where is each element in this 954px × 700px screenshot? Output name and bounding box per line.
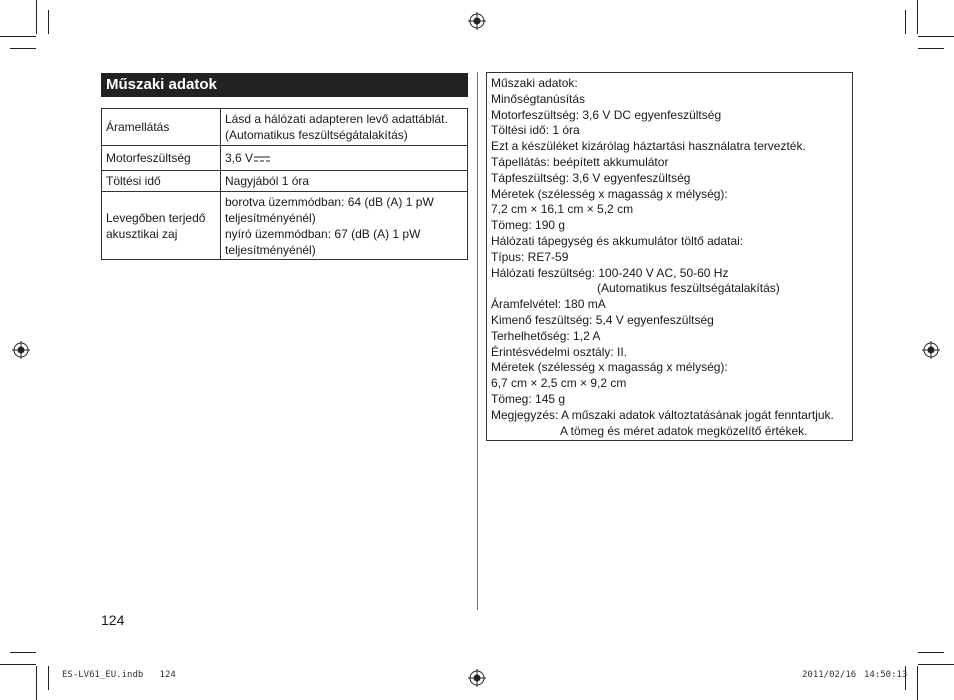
table-row	[102, 171, 468, 192]
table-cell-value	[221, 192, 468, 260]
info-line: Kimenő feszültség: 5,4 V egyenfeszültség	[491, 312, 714, 327]
info-line: Érintésvédelmi osztály: II.	[491, 344, 628, 359]
info-line: Minőségtanúsítás	[491, 91, 586, 106]
crop-mark	[917, 666, 918, 700]
info-line: Méretek (szélesség x magasság x mélység):	[491, 360, 728, 375]
column-divider	[477, 72, 478, 610]
dc-symbol-icon	[254, 155, 270, 163]
table-row	[102, 109, 468, 146]
crop-mark	[918, 48, 944, 49]
table-cell-label: Töltési idő	[102, 171, 221, 192]
info-line: Ezt a készüléket kizárólag háztartási használatra tervezték.	[491, 139, 806, 154]
crop-mark	[0, 664, 36, 665]
registration-mark-icon	[922, 341, 940, 359]
info-line: Hálózati tápegység és akkumulátor töltő adatai:	[491, 233, 744, 248]
crop-mark	[0, 36, 36, 37]
info-line: Megjegyzés: A műszaki adatok változtatásának jogát fenntartjuk.	[491, 407, 834, 422]
crop-mark	[918, 36, 954, 37]
info-line: Tápellátás: beépített akkumulátor	[491, 154, 669, 169]
registration-mark-icon	[12, 341, 30, 359]
info-line: Műszaki adatok:	[491, 76, 578, 90]
info-line: Tápfeszültség: 3,6 V egyenfeszültség	[491, 170, 691, 185]
table-cell-label: Áramellátás	[102, 109, 221, 146]
table-cell-value: Nagyjából 1 óra	[221, 171, 468, 192]
info-line: 7,2 cm × 16,1 cm × 5,2 cm	[491, 202, 634, 217]
info-line: Terhelhetőség: 1,2 A	[491, 328, 601, 343]
value-line: 3,6 V	[225, 151, 254, 165]
crop-mark	[905, 10, 906, 34]
info-box	[486, 72, 853, 441]
table-cell-value	[221, 109, 468, 146]
crop-mark	[36, 666, 37, 700]
crop-mark	[36, 0, 37, 34]
table-cell-label: Motorfeszültség	[102, 146, 221, 171]
table-cell-label	[102, 192, 221, 260]
crop-mark	[918, 664, 954, 665]
crop-mark	[48, 10, 49, 34]
crop-mark	[918, 652, 944, 653]
info-line: (Automatikus feszültségátalakítás)	[597, 281, 780, 296]
section-title: Műszaki adatok	[101, 73, 468, 97]
crop-mark	[917, 0, 918, 34]
footer-filename: ES-LV61_EU.indb 124	[62, 670, 176, 680]
info-line: Hálózati feszültség: 100-240 V AC, 50-60 Hz	[491, 265, 729, 280]
value-line: (Automatikus feszültségátalakítás)	[225, 128, 408, 142]
table-cell-value	[221, 146, 468, 171]
info-line: Tömeg: 190 g	[491, 218, 566, 233]
crop-mark	[48, 666, 49, 690]
registration-mark-icon	[468, 669, 486, 687]
crop-mark	[10, 48, 36, 49]
page-number: 124	[101, 612, 125, 628]
info-line: A tömeg és méret adatok megközelítő értékek.	[560, 423, 808, 438]
value-line: Lásd a hálózati adapteren levő adattáblát.	[225, 112, 448, 126]
footer-time: 14:50:13	[864, 670, 908, 680]
info-line: Töltési idő: 1 óra	[491, 123, 580, 138]
label-line: akusztikai zaj	[106, 226, 178, 241]
spec-table	[101, 108, 468, 260]
info-line: Típus: RE7-59	[491, 249, 569, 264]
info-line: Méretek (szélesség x magasság x mélység):	[491, 186, 728, 201]
info-line: Motorfeszültség: 3,6 V DC egyenfeszültség	[491, 107, 722, 122]
label-line: Levegőben terjedő	[106, 210, 206, 225]
info-line: 6,7 cm × 2,5 cm × 9,2 cm	[491, 376, 627, 391]
value-line: teljesítményénél)	[225, 242, 316, 257]
info-line: Áramfelvétel: 180 mA	[491, 297, 606, 312]
footer-date: 2011/02/16	[802, 670, 857, 680]
table-row	[102, 192, 468, 260]
table-row	[102, 146, 468, 171]
value-line: teljesítményénél)	[225, 210, 316, 225]
crop-mark	[10, 652, 36, 653]
registration-mark-icon	[468, 12, 486, 30]
value-line: borotva üzemmódban: 64 (dB (A) 1 pW	[225, 194, 434, 209]
value-line: nyíró üzemmódban: 67 (dB (A) 1 pW	[225, 226, 421, 241]
info-line: Tömeg: 145 g	[491, 391, 566, 406]
